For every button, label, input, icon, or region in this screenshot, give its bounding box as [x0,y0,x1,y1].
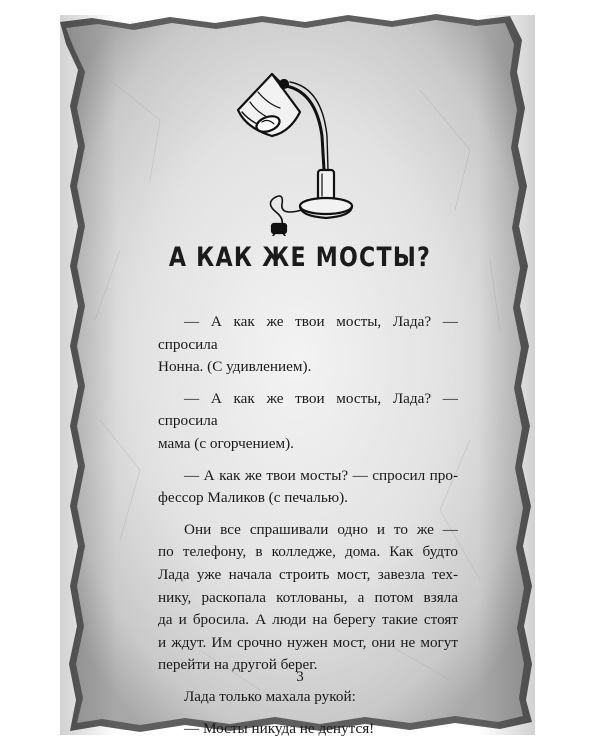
text-line: — А как же твои мосты, Лада? — спросила [158,389,458,430]
text-line: фессор Маликов (с печалью). [158,489,348,507]
text-line: мама (с огорчением). [158,434,294,452]
text-line: и ждут. Им срочно нужен мост, они не могут [158,633,458,651]
chapter-title: А КАК ЖЕ МОСТЫ? [168,242,432,273]
text-line: Лада уже начала строить мост, завезла тех- [158,565,458,583]
text-line: по телефону, в колледже, дома. Как будто [158,543,458,561]
text-line: Лада только махала рукой: [184,687,356,705]
text-line: Они все спрашивали одно и то же — [184,520,458,538]
text-line: перейти на другой берег. [158,656,318,674]
desk-lamp-icon [228,66,368,236]
text-line: Нонна. (С удивлением). [158,358,312,376]
page-number: 3 [296,669,304,685]
text-line: — А как же твои мосты? — спросил про- [184,466,458,484]
paragraph-6 [158,718,458,741]
paragraph-4 [158,519,458,677]
text-line: да и бросила. А люди на берегу такие стоят [158,611,458,629]
paragraph-1 [158,311,458,379]
text-line: — Мосты никуда не денутся! [184,719,375,737]
text-line: нику, раскопала котлованы, а потом взяла [158,588,458,606]
text-line: — А как же твои мосты, Лада? — спросила [158,313,458,353]
paragraph-2 [158,388,458,456]
paragraph-5 [158,686,458,709]
paragraph-3 [158,465,458,510]
